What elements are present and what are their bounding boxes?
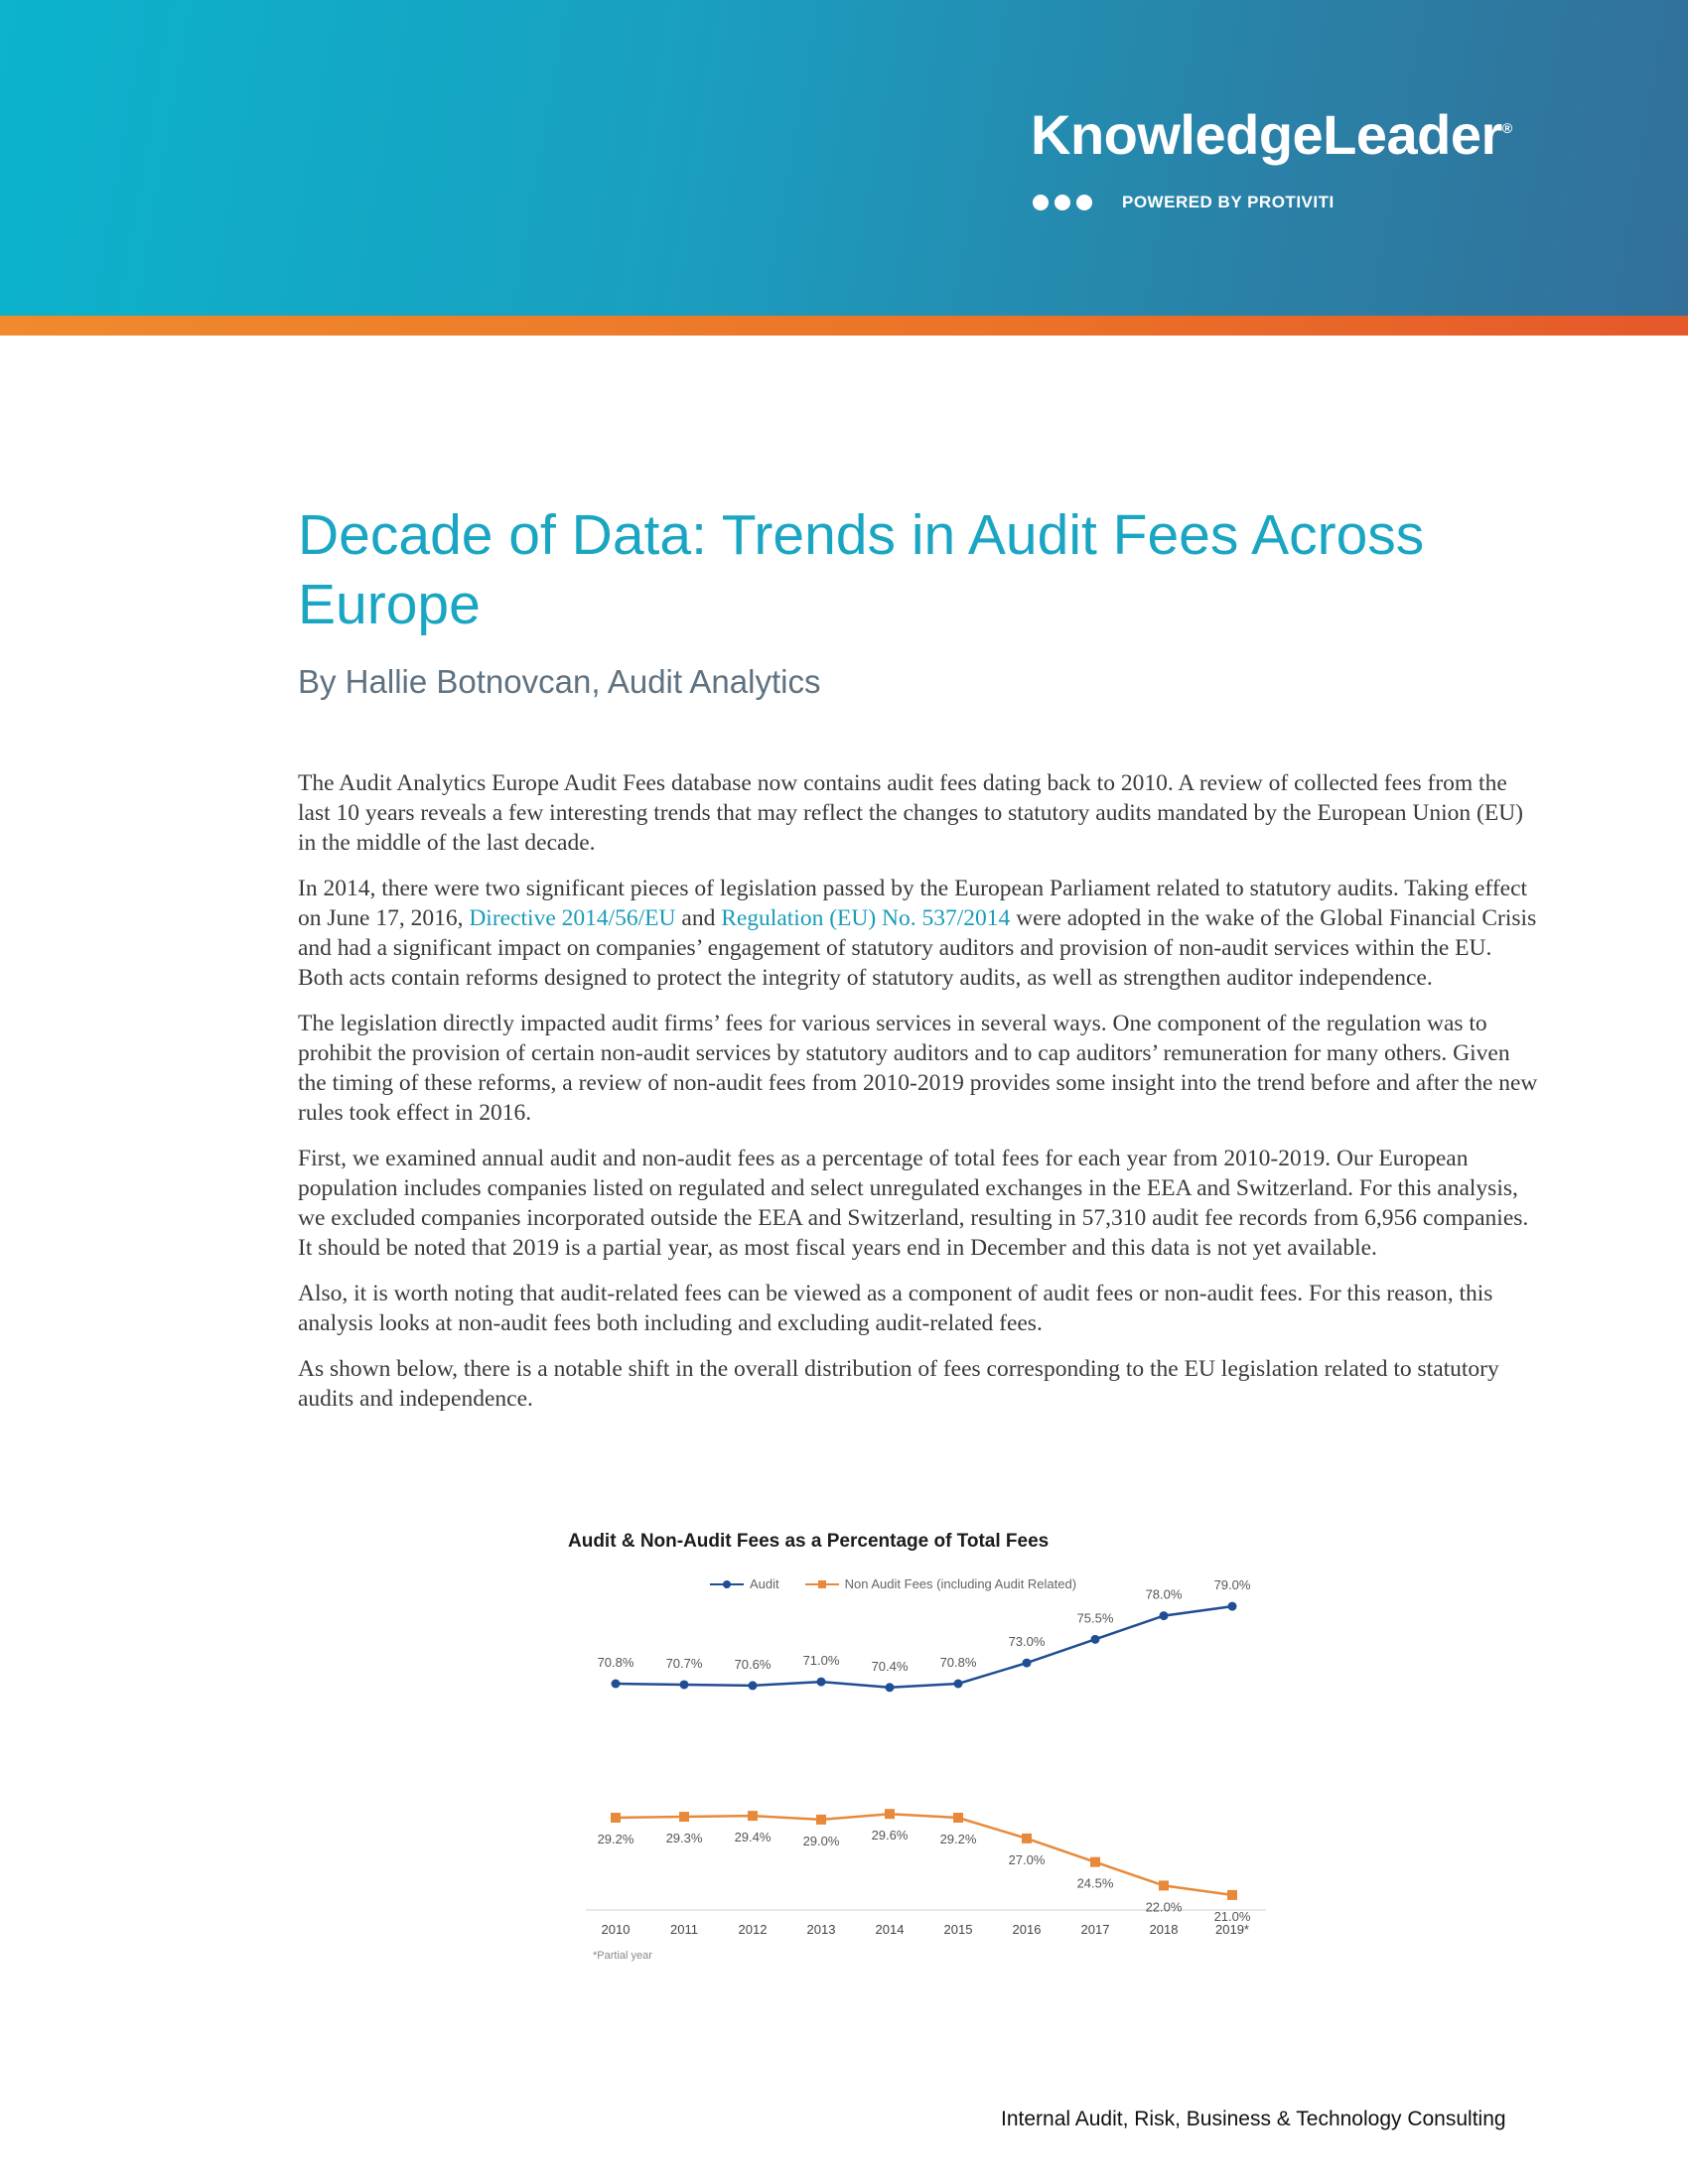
data-point [816,1815,826,1825]
header-accent-stripe [0,316,1688,336]
data-label: 70.8% [939,1655,977,1670]
brand-logo [1031,103,1512,166]
data-point [953,1813,963,1823]
data-label: 70.6% [734,1656,772,1672]
x-tick-label: 2017 [1080,1922,1110,1937]
data-point [817,1678,826,1687]
chart-title: Audit & Non-Audit Fees as a Percentage of Total Fees [568,1531,1050,1552]
series-line-non-audit [616,1814,1232,1895]
data-label: 79.0% [1213,1577,1251,1593]
data-point [749,1681,758,1690]
footer-tagline: Internal Audit, Risk, Business & Technology Consulting [1001,2108,1506,2130]
data-label: 27.0% [1008,1851,1046,1867]
data-point [1159,1880,1169,1890]
data-point [1160,1611,1169,1620]
brand-dots-icon [1033,195,1092,210]
data-label: 29.0% [802,1833,840,1848]
data-label: 71.0% [802,1653,840,1669]
data-point [885,1809,895,1819]
data-point [1228,1602,1237,1611]
data-point [1090,1857,1100,1867]
paragraph: As shown below, there is a notable shift in the overall distribution of fees corresponding to the EU legislation related to statutory audits and independence. [298,1356,1499,1412]
brand-tagline: POWERED BY PROTIVITI [1122,193,1335,211]
data-label: 78.0% [1145,1586,1183,1602]
data-point [1023,1659,1032,1668]
paragraph-text: In 2014, there were two significant pieces of legislation passed by the European Parliament related to statutory audits. Taking effect on June 17, 2016, [298,876,1528,931]
data-label: 29.2% [597,1832,634,1846]
legend-label: Audit [750,1576,779,1591]
x-tick-label: 2018 [1149,1922,1179,1937]
data-point [612,1680,621,1689]
data-point [611,1813,621,1823]
paragraph-text: and [675,905,722,931]
data-point [748,1811,758,1821]
data-label: 21.0% [1213,1908,1251,1924]
chart-legend [710,1576,1076,1591]
series-line-audit [616,1606,1232,1688]
data-label: 29.3% [665,1831,703,1846]
chart-footnote: *Partial year [593,1950,652,1962]
x-tick-label: 2011 [670,1922,698,1937]
article-body [298,768,1539,1430]
data-point [1022,1834,1032,1843]
legend-key-non-audit [805,1579,839,1589]
directive-link[interactable]: Directive 2014/56/EU [469,905,676,931]
data-label: 70.4% [871,1658,909,1674]
data-label: 73.0% [1008,1634,1046,1650]
dot-icon [1055,195,1070,210]
x-tick-label: 2014 [875,1922,905,1937]
legend-label: Non Audit Fees (including Audit Related) [844,1576,1077,1591]
data-label: 70.8% [597,1655,634,1670]
byline: By Hallie Botnovcan, Audit Analytics [298,663,821,700]
data-point [679,1812,689,1822]
legend-item-audit [710,1576,779,1591]
data-label: 29.2% [939,1832,977,1846]
page-title: Decade of Data: Trends in Audit Fees Across Europe [298,503,1425,636]
brand-name: KnowledgeLeader [1031,103,1502,166]
data-point [954,1680,963,1689]
dot-icon [1033,195,1049,210]
dot-icon [1076,195,1092,210]
paragraph: The legislation directly impacted audit firms’ fees for various services in several ways. One component of the regulation was to prohibit the provision of certain non-audit services by statutory auditors and to cap auditors’ remuneration for many others. Given the timing of these reforms, a review of non-audit fees from 2010-2019 provides some insight into the trend before and after the new rules took effect in 2016. [298,1011,1538,1126]
paragraph [298,874,1539,993]
regulation-link[interactable]: Regulation (EU) No. 537/2014 [721,905,1011,931]
legend-item-non-audit [805,1576,1076,1591]
x-tick-label: 2015 [943,1922,973,1937]
x-tick-label: 2012 [738,1922,768,1937]
paragraph: First, we examined annual audit and non-audit fees as a percentage of total fees for each year from 2010-2019. Our European population includes companies listed on regulated and select unregulated exchanges in the EEA and Switzerland. For this analysis, we excluded companies incorporated outside the EEA and Switzerland, resulting in 57,310 audit fee records from 6,956 companies. It should be noted that 2019 is a partial year, as most fiscal years end in December and this data is not yet available. [298,1146,1529,1261]
x-tick-label: 2013 [806,1922,836,1937]
paragraph-text: were adopted in the wake of the Global Financial Crisis and had a significant impact on companies’ engagement of statutory auditors and provision of non-audit services within the EU. Both acts contain reforms designed to protect the integrity of statutory audits, as well as strengthen auditor independence. [298,905,1537,991]
data-label: 24.5% [1076,1875,1114,1891]
registered-mark: ® [1501,120,1512,136]
paragraph: Also, it is worth noting that audit-related fees can be viewed as a component of audit fees or non-audit fees. For this reason, this analysis looks at non-audit fees both including and excluding audit-related fees. [298,1281,1493,1336]
data-label: 29.4% [734,1830,772,1845]
x-tick-label: 2016 [1012,1922,1042,1937]
data-label: 22.0% [1145,1899,1183,1915]
x-tick-label: 2019* [1215,1922,1249,1937]
data-point [886,1683,895,1692]
legend-key-audit [710,1579,744,1589]
data-point [680,1680,689,1689]
data-label: 29.6% [871,1828,909,1843]
data-label: 75.5% [1076,1610,1114,1626]
data-label: 70.7% [665,1655,703,1671]
data-point [1227,1890,1237,1900]
fees-chart [556,1525,1271,1972]
data-point [1091,1635,1100,1644]
paragraph: The Audit Analytics Europe Audit Fees database now contains audit fees dating back to 2010. A review of collected fees from the last 10 years reveals a few interesting trends that may reflect the changes to statutory audits mandated by the European Union (EU) in the middle of the last decade. [298,770,1523,856]
x-tick-label: 2010 [601,1922,631,1937]
